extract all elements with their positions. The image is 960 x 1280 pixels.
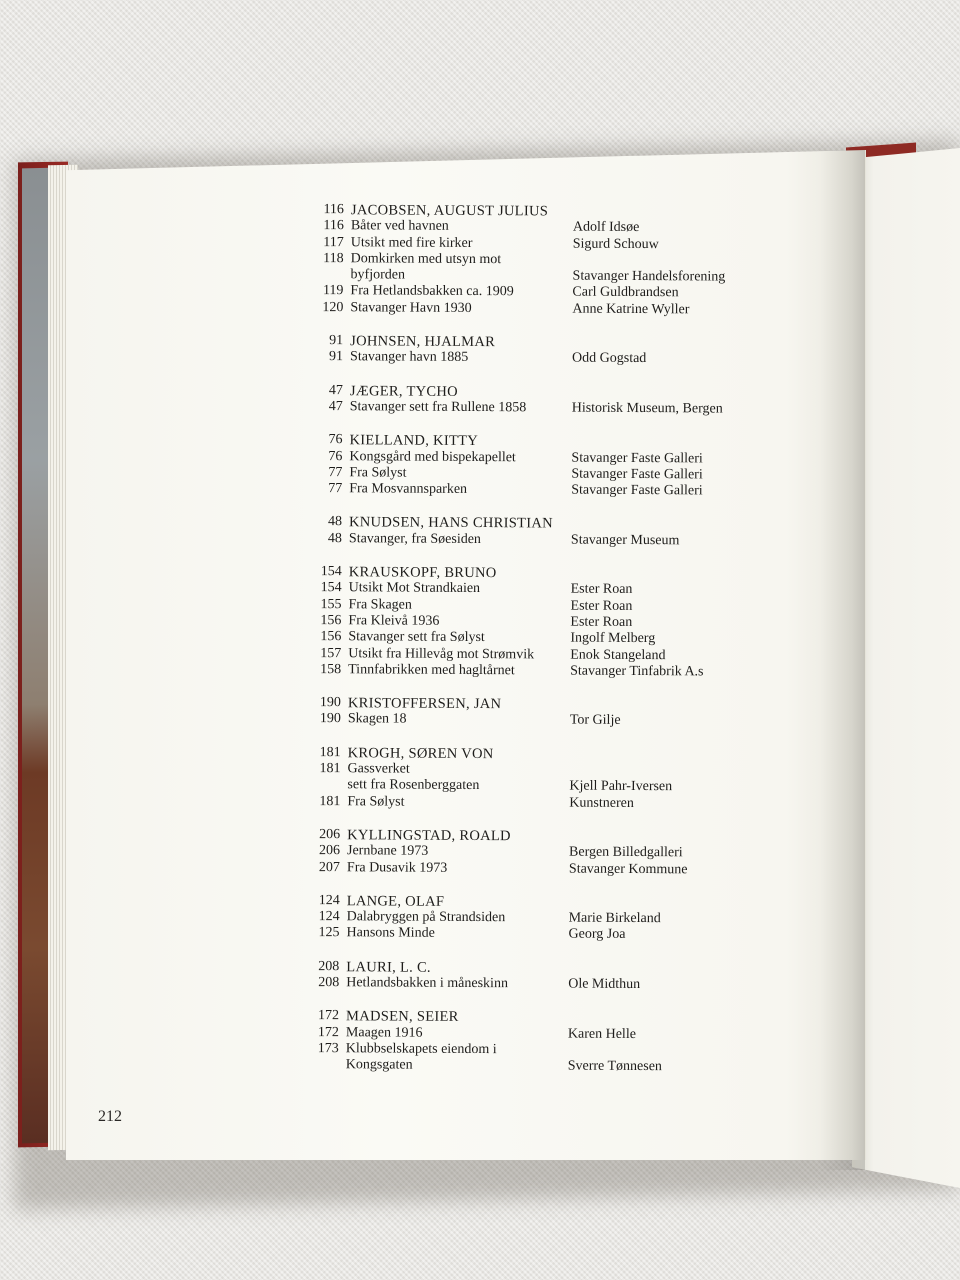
artwork-title: Fra Mosvannsparken [349, 481, 468, 498]
artist-page-number: 76 [328, 432, 343, 448]
artist-group [307, 695, 807, 731]
artwork-title: Jernbane 1973 [346, 843, 429, 859]
artist-group [309, 202, 810, 319]
artwork-page-number: 77 [328, 481, 343, 497]
artwork-page-number: 157 [320, 645, 342, 661]
artist-name: KROGH, SØREN VON [347, 744, 494, 762]
artwork-title: Fra Dusavik 1973 [346, 859, 448, 876]
artist-page-number: 206 [319, 826, 341, 843]
artwork-owner: Stavanger Handelsforening [572, 268, 726, 285]
artwork-owner: Adolf Idsøe [572, 219, 640, 236]
artwork-page-number: 207 [318, 859, 340, 875]
artwork-owner: Stavanger Faste Galleri [571, 482, 703, 499]
artwork-title: Dalabryggen på Strandsiden [346, 909, 506, 926]
artwork-title: Skagen 18 [347, 711, 407, 728]
artist-name: KNUDSEN, HANS CHRISTIAN [348, 514, 553, 532]
artist-group [307, 564, 808, 681]
artwork-owner: Sigurd Schouw [572, 236, 659, 252]
artwork-owner: Kunstneren [569, 795, 634, 811]
artist-page-number: 48 [327, 514, 343, 530]
artwork-title-continued: sett fra Rosenberggaten [347, 777, 480, 794]
artist-name: JACOBSEN, AUGUST JULIUS [350, 202, 549, 220]
artwork-row [309, 399, 809, 418]
artist-group [305, 1008, 805, 1076]
artwork-title-continued: byfjorden [350, 267, 406, 283]
artwork-row [308, 531, 808, 550]
artwork-title: Domkirken med utsyn mot [350, 251, 502, 268]
artwork-title: Fra Sølyst [349, 465, 407, 481]
artwork-owner: Bergen Billedgalleri [568, 844, 683, 861]
artist-name: JÆGER, TYCHO [349, 382, 458, 400]
artwork-title: Maagen 1916 [345, 1024, 423, 1041]
artwork-page-number: 208 [318, 975, 340, 991]
artwork-page-number: 181 [319, 761, 341, 777]
artwork-owner: Stavanger Faste Galleri [571, 466, 703, 483]
artwork-owner: Sverre Tønnesen [567, 1058, 662, 1075]
artwork-title-continued: Kongsgaten [345, 1057, 413, 1073]
artist-name: KRISTOFFERSEN, JAN [347, 695, 502, 713]
artwork-page-number: 76 [328, 448, 343, 464]
artwork-owner: Ester Roan [570, 598, 633, 614]
artist-page-number: 91 [329, 333, 344, 349]
artist-name: KRAUSKOPF, BRUNO [348, 564, 497, 582]
artwork-page-number: 155 [320, 596, 342, 612]
artwork-page-number: 47 [328, 399, 343, 415]
artwork-owner: Carl Guldbrandsen [572, 285, 679, 301]
artwork-title: Utsikt Mot Strandkaien [348, 580, 481, 597]
artwork-page-number: 156 [320, 629, 342, 645]
artist-page-number: 208 [318, 958, 340, 974]
artist-index-list [305, 202, 810, 1094]
artwork-owner: Karen Helle [567, 1026, 637, 1042]
artwork-owner: Ingolf Melberg [570, 630, 656, 647]
artwork-row [305, 975, 805, 994]
artwork-owner: Ester Roan [570, 614, 633, 630]
artwork-title: Fra Skagen [348, 596, 412, 613]
artwork-row [309, 300, 809, 319]
artist-name: MADSEN, SEIER [345, 1008, 459, 1026]
artwork-page-number: 116 [323, 218, 344, 234]
artwork-row [306, 794, 806, 813]
artwork-page-number: 120 [322, 299, 344, 315]
artwork-row [309, 349, 809, 368]
artist-name: LANGE, OLAF [346, 893, 445, 910]
artwork-page-number: 91 [329, 349, 344, 365]
artwork-row-continued [305, 1057, 805, 1076]
right-page [852, 148, 960, 1188]
page-number: 212 [98, 1108, 122, 1125]
artist-page-number: 154 [320, 564, 342, 580]
artwork-page-number: 117 [323, 234, 344, 250]
artwork-row [307, 711, 807, 730]
artwork-owner: Marie Birkeland [568, 910, 661, 927]
artwork-title: Kongsgård med bispekapellet [349, 448, 516, 465]
artwork-owner: Ester Roan [570, 581, 633, 598]
artwork-owner: Georg Joa [568, 926, 626, 943]
artwork-page-number: 172 [317, 1024, 339, 1040]
artwork-title: Utsikt fra Hillevåg mot Strømvik [348, 645, 535, 662]
artwork-owner: Stavanger Tinfabrik A.s [570, 663, 704, 680]
artwork-page-number: 118 [323, 250, 344, 267]
artwork-page-number: 124 [318, 909, 340, 925]
artwork-owner: Ole Midthun [568, 976, 641, 993]
artwork-row [305, 925, 805, 944]
artwork-page-number: 190 [319, 711, 341, 727]
artist-name: LAURI, L. C. [346, 958, 431, 976]
artwork-page-number: 154 [320, 580, 342, 596]
artwork-page-number: 125 [318, 925, 340, 941]
artwork-row [306, 859, 806, 878]
artwork-owner: Tor Gilje [569, 713, 621, 729]
artist-name: JOHNSEN, HJALMAR [350, 333, 496, 351]
artwork-title: Hansons Minde [346, 925, 435, 942]
artwork-title: Fra Kleivå 1936 [348, 613, 440, 629]
artwork-owner: Kjell Pahr-Iversen [569, 778, 673, 795]
artist-group [308, 514, 808, 550]
artist-name: KIELLAND, KITTY [349, 432, 479, 450]
artist-page-number: 124 [318, 892, 340, 908]
artwork-title: Fra Hetlandsbakken ca. 1909 [350, 283, 514, 300]
artwork-title: Gassverket [347, 761, 410, 777]
artwork-page-number: 181 [319, 793, 341, 809]
artwork-row [307, 662, 807, 681]
artwork-page-number: 206 [318, 843, 341, 859]
artwork-owner: Stavanger Kommune [568, 861, 688, 877]
artwork-title: Fra Sølyst [347, 793, 405, 810]
artwork-title: Klubbselskapets eiendom i [345, 1041, 497, 1058]
gutter-shadow [820, 150, 865, 1170]
artwork-page-number: 119 [322, 283, 344, 299]
artwork-page-number: 158 [320, 661, 342, 678]
artwork-title: Utsikt med fire kirker [350, 234, 473, 251]
artwork-page-number: 77 [328, 464, 343, 481]
artwork-title: Stavanger sett fra Rullene 1858 [349, 399, 527, 416]
artwork-owner: Stavanger Museum [570, 532, 680, 549]
artist-page-number: 190 [319, 695, 341, 711]
artwork-title: Stavanger sett fra Sølyst [348, 629, 485, 646]
artist-group [308, 432, 808, 500]
artwork-owner: Stavanger Faste Galleri [571, 450, 703, 466]
artwork-title: Tinnfabrikken med hagltårnet [348, 662, 515, 679]
artist-page-number: 47 [328, 382, 343, 398]
artist-group [305, 893, 805, 945]
artwork-page-number: 173 [317, 1040, 339, 1057]
artwork-title: Stavanger havn 1885 [350, 349, 469, 366]
artist-group [309, 333, 809, 369]
artist-name: KYLLINGSTAD, ROALD [347, 827, 511, 845]
artist-group [306, 827, 806, 879]
artist-group [309, 383, 809, 419]
artwork-owner: Odd Gogstad [572, 350, 647, 367]
artwork-title: Hetlandsbakken i måneskinn [346, 975, 509, 992]
artist-page-number: 172 [317, 1008, 340, 1024]
artwork-page-number: 156 [320, 613, 342, 629]
artwork-row [308, 481, 808, 500]
artwork-owner: Enok Stangeland [570, 647, 666, 663]
artist-page-number: 116 [323, 202, 344, 218]
artwork-page-number: 48 [327, 530, 342, 546]
artist-page-number: 181 [319, 744, 341, 760]
artist-group [306, 745, 806, 813]
artwork-title: Stavanger, fra Søesiden [348, 530, 482, 547]
artwork-title: Båter ved havnen [350, 218, 449, 235]
artwork-owner: Anne Katrine Wyller [572, 301, 690, 318]
artist-group [305, 959, 805, 995]
artwork-title: Stavanger Havn 1930 [350, 300, 472, 316]
artwork-owner: Historisk Museum, Bergen [571, 400, 723, 417]
